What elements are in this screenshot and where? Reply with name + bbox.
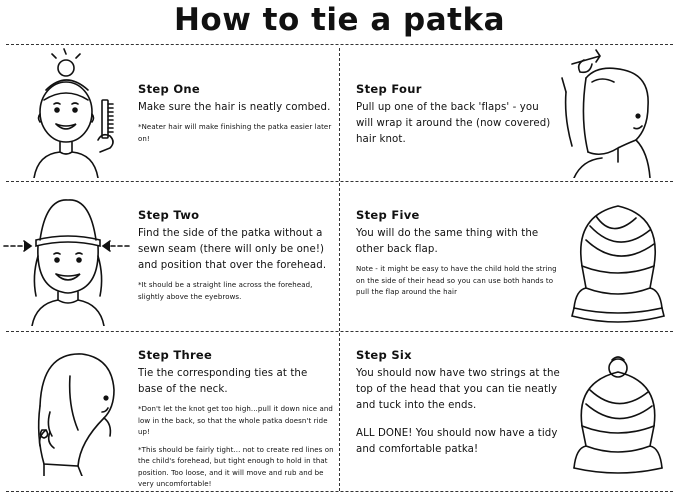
step-one xyxy=(138,82,334,145)
step-three-note-2: *This should be fairly tight... not to create red lines on the child's forehead, but tight enough to hold in that position. Too loose, and it will move and rub and be very uncomfortable! xyxy=(138,445,334,488)
page-title: How to tie a patka xyxy=(173,2,506,38)
step-three-title: Step Three xyxy=(138,348,213,362)
divider-center xyxy=(339,48,340,491)
step-one-note: *Neater hair will make finishing the patka easier later on! xyxy=(138,123,332,143)
step-six-text: You should now have two strings at the top of the head that you can tie neatly and tuck into the ends. xyxy=(356,368,560,411)
step-two-text: Find the side of the patka without a sewn seam (there will only be one!) and position that over the forehead. xyxy=(138,228,327,271)
finished-patka-illustration xyxy=(568,346,673,486)
child-lifting-flap-illustration xyxy=(558,48,673,178)
step-five-note: Note - it might be easy to have the child hold the string on the side of their head so you can use both hands to pull the flap around the hair xyxy=(356,265,557,296)
step-one-title: Step One xyxy=(138,82,200,96)
step-three-note-1: *Don't let the knot get too high...pull it down nice and low in the back, so that the whole patka doesn't ride up! xyxy=(138,405,333,436)
step-six-done-text: ALL DONE! You should now have a tidy and comfortable patka! xyxy=(356,428,558,455)
step-five-title: Step Five xyxy=(356,208,420,222)
child-patka-forehead-illustration xyxy=(2,196,132,326)
child-combing-hair-illustration xyxy=(30,48,130,178)
step-four-text: Pull up one of the back 'flaps' - you will wrap it around the (now covered) hair knot. xyxy=(356,102,551,145)
step-six xyxy=(356,348,560,458)
step-three xyxy=(138,348,334,491)
step-two-title: Step Two xyxy=(138,208,200,222)
divider-top xyxy=(6,44,673,45)
step-four-title: Step Four xyxy=(356,82,422,96)
step-two-note: *It should be a straight line across the forehead, slightly above the eyebrows. xyxy=(138,281,313,301)
step-six-title: Step Six xyxy=(356,348,412,362)
divider-bottom xyxy=(6,491,673,492)
step-five-text: You will do the same thing with the other back flap. xyxy=(356,228,539,255)
step-four xyxy=(356,82,556,148)
step-three-text: Tie the corresponding ties at the base of the neck. xyxy=(138,368,308,395)
step-one-text: Make sure the hair is neatly combed. xyxy=(138,102,331,113)
step-five xyxy=(356,208,560,299)
child-tying-knot-illustration xyxy=(10,346,130,476)
step-two xyxy=(138,208,336,303)
patka-back-view-illustration xyxy=(566,196,671,326)
